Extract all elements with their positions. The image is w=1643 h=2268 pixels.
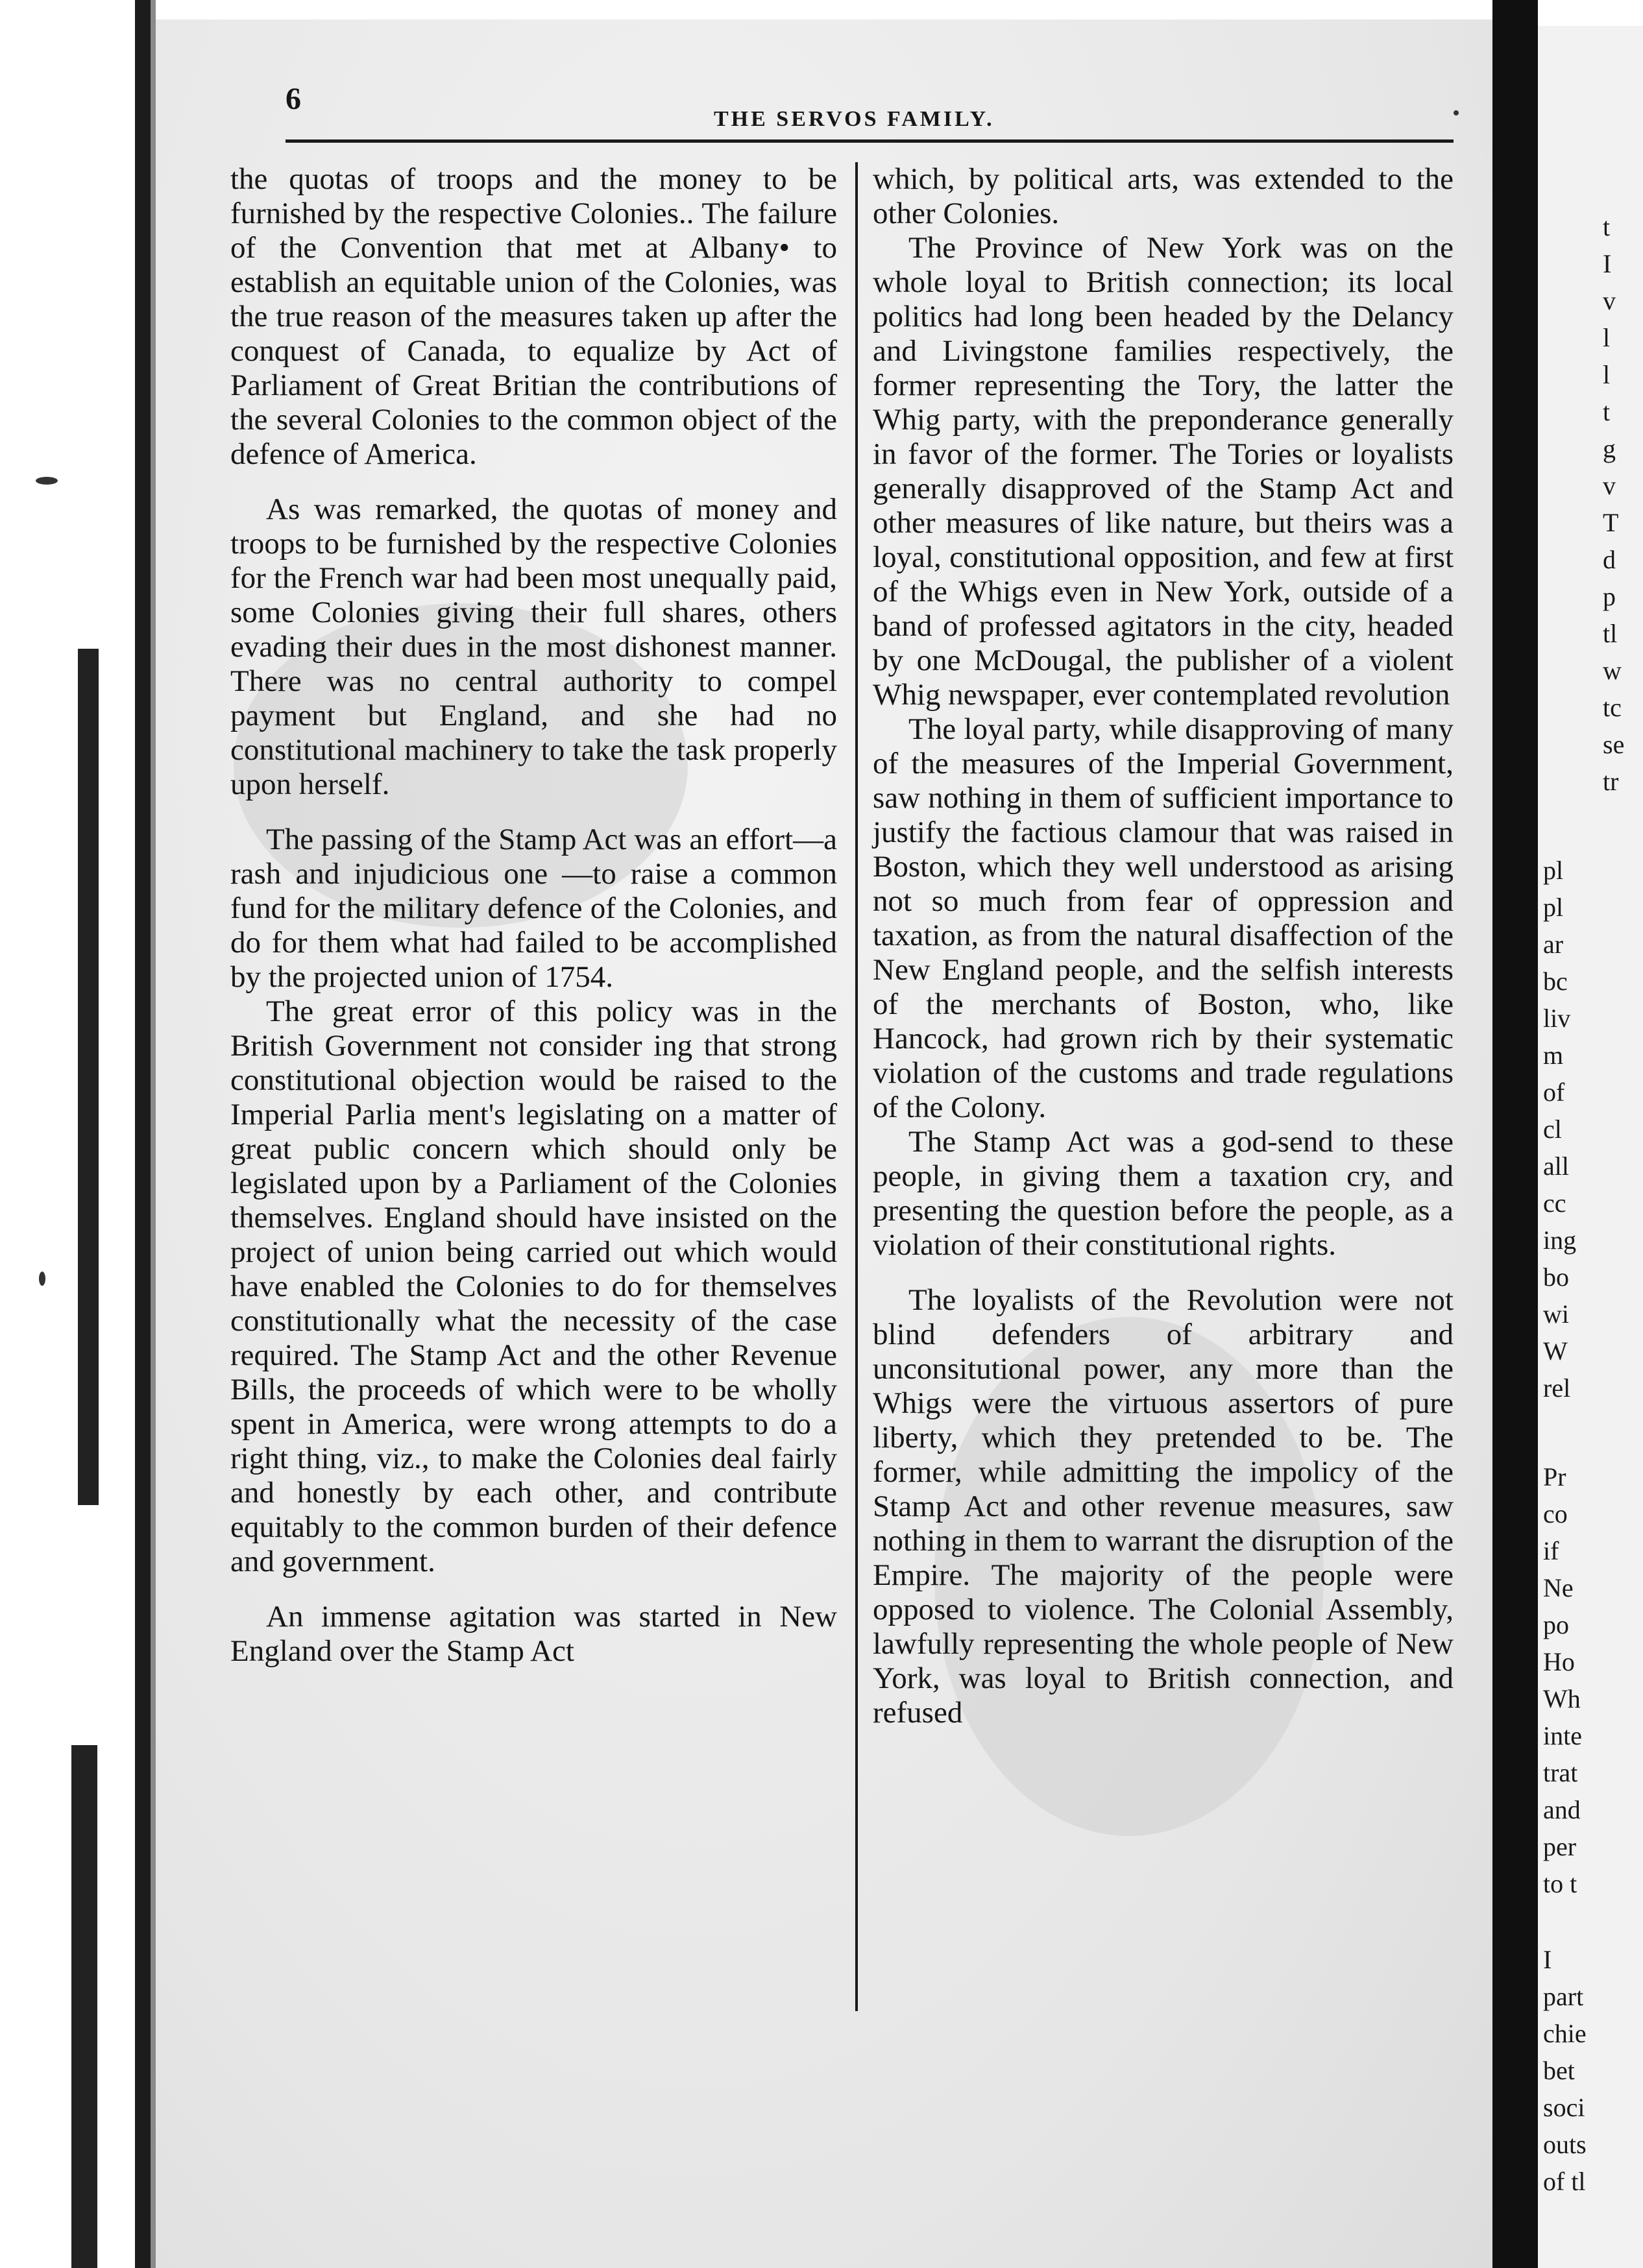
scan-speck xyxy=(36,477,58,485)
next-page-text-fragment: bet xyxy=(1543,2056,1575,2085)
next-page-text-fragment: cl xyxy=(1543,1115,1562,1144)
next-page-text-fragment: rel xyxy=(1543,1373,1571,1403)
next-page-text-fragment: l xyxy=(1603,360,1611,389)
next-page-text-fragment: T xyxy=(1603,508,1619,537)
next-page-text-fragment: tr xyxy=(1603,767,1619,796)
next-page-text-fragment: po xyxy=(1543,1610,1569,1639)
next-page-text-fragment: all xyxy=(1543,1152,1569,1181)
paragraph: The great error of this policy was in the British Government not consider ing that strong constitutional objection would be raised to the Imperial Parlia ment's legislating on a matter of great public concern which should only be legislated upon by a Parliament of the Colonies themselves. England should have insisted on the project of union being carried out which would have enabled the Colonies to do for themselves constitutionally what the necessity of the case required. The Stamp Act and the other Revenue Bills, the proceeds of which were to be wholly spent in America, were wrong attempts to do a right thing, viz., to make the Colonies deal fairly and honestly by each other, and contribute equitably to the common burden of their defence and government. xyxy=(230,995,837,1578)
next-page-text-fragment: cc xyxy=(1543,1188,1566,1218)
next-page-text-fragment: Ne xyxy=(1543,1573,1574,1602)
next-page-edge xyxy=(1538,26,1643,2268)
page-number: 6 xyxy=(286,82,301,116)
paragraph: An immense agitation was started in New England over the Stamp Act xyxy=(230,1600,837,1668)
scan-edge-shadow xyxy=(78,649,99,1505)
next-page-text-fragment: if xyxy=(1543,1536,1559,1565)
next-page-text-fragment: se xyxy=(1603,730,1625,759)
next-page-text-fragment: tl xyxy=(1603,619,1618,648)
next-page-text-fragment: W xyxy=(1543,1336,1568,1366)
next-page-text-fragment: d xyxy=(1603,545,1616,574)
next-page-text-fragment: I xyxy=(1603,249,1612,278)
next-page-text-fragment: to t xyxy=(1543,1869,1577,1898)
next-page-text-fragment: trat xyxy=(1543,1758,1578,1787)
next-page-text-fragment: ing xyxy=(1543,1225,1577,1255)
next-page-text-fragment: v xyxy=(1603,471,1616,500)
next-page-text-fragment: wi xyxy=(1543,1299,1569,1329)
next-page-text-fragment: chie xyxy=(1543,2019,1587,2048)
next-page-text-fragment: per xyxy=(1543,1832,1577,1861)
paragraph: As was remarked, the quotas of money and troops to be furnished by the respective Colonies for the French war had been most unequally paid, some Colonies giving their full shares, others evading their dues in the most dishonest manner. There was no central authority to compel payment but England, and she had no constitutional machinery to take the task properly upon herself. xyxy=(230,492,837,801)
paragraph: the quotas of troops and the money to be furnished by the respective Colonies.. The failure of the Convention that met at Albany• to establish an equitable union of the Colonies, was the true reason of the measures taken up after the conquest of Canada, to equalize by Act of Parliament of Great Britian the contributions of the several Colonies to the common object of the defence of America. xyxy=(230,162,837,471)
next-page-text-fragment: liv xyxy=(1543,1004,1571,1033)
next-page-text-fragment: co xyxy=(1543,1499,1568,1528)
next-page-text-fragment: l xyxy=(1603,323,1611,352)
next-page-text-fragment: bc xyxy=(1543,967,1568,996)
next-page-text-fragment: t xyxy=(1603,212,1611,241)
next-page-text-fragment: t xyxy=(1603,397,1611,426)
next-page-text-fragment: pl xyxy=(1543,893,1564,922)
next-page-text-fragment: ar xyxy=(1543,930,1564,959)
paragraph: The loyal party, while disapproving of many of the measures of the Imperial Government, saw nothing in them of sufficient importance to justify the factious clamour that was raised in Boston, which they well understood as arising not so much from fear of oppression and taxation, as from the natural disaffection of the New England people, and the selfish interests of the merchants of Boston, who, like Hancock, had grown rich by their systematic violation of the customs and trade regulations of the Colony. xyxy=(873,712,1454,1124)
next-page-text-fragment: m xyxy=(1543,1041,1564,1070)
next-page-text-fragment: pl xyxy=(1543,856,1564,885)
paragraph: The loyalists of the Revolution were not blind defenders of arbitrary and unconsitutional power, any more than the Whigs were the virtuous assertors of pure liberty, which they pretended to be. The former, while admitting the impolicy of the Stamp Act and other revenue measures, saw nothing in them to warrant the disruption of the Empire. The majority of the people were opposed to violence. The Colonial Assembly, lawfully representing the whole people of New York, was loyal to British connection, and refused xyxy=(873,1283,1454,1730)
book-gutter xyxy=(1492,0,1538,2268)
left-column xyxy=(230,162,837,1669)
next-page-text-fragment: I xyxy=(1543,1945,1552,1974)
next-page-text-fragment: bo xyxy=(1543,1262,1569,1292)
next-page-text-fragment: of tl xyxy=(1543,2167,1586,2196)
next-page-text-fragment: outs xyxy=(1543,2130,1587,2159)
scan-speck xyxy=(39,1272,45,1286)
next-page-text-fragment: inte xyxy=(1543,1721,1582,1750)
right-column xyxy=(873,162,1454,1730)
next-page-text-fragment: part xyxy=(1543,1982,1584,2011)
next-page-text-fragment: soci xyxy=(1543,2093,1585,2122)
paragraph: which, by political arts, was extended to the other Colonies. xyxy=(873,162,1454,230)
paragraph: The Stamp Act was a god-send to these people, in giving them a taxation cry, and presenting the question before the people, as a violation of their constitutional rights. xyxy=(873,1125,1454,1262)
next-page-text-fragment: p xyxy=(1603,582,1616,611)
paragraph: The Province of New York was on the whole loyal to British connection; its local politics had long been headed by the Delancy and Livingstone families respectively, the former representing the Tory, the latter the Whig party, with the preponderance generally in favor of the former. The Tories or loyalists generally disapproved of the Stamp Act and other measures of like nature, but theirs was a loyal, constitutional opposition, and few at first of the Whigs even in New York, outside of a band of professed agitators in the city, headed by one McDougal, the publisher of a violent Whig newspaper, ever contemplated revolution xyxy=(873,231,1454,712)
next-page-text-fragment: tc xyxy=(1603,693,1622,722)
scan-edge-shadow-lower xyxy=(71,1745,97,2268)
column-divider xyxy=(855,162,858,2011)
next-page-text-fragment: v xyxy=(1603,286,1616,315)
scan-speck xyxy=(1454,110,1459,115)
page-binding-edge xyxy=(135,0,151,2268)
next-page-text-fragment: g xyxy=(1603,434,1616,463)
next-page-text-fragment: w xyxy=(1603,656,1622,685)
next-page-text-fragment: Pr xyxy=(1543,1462,1566,1491)
header-rule xyxy=(286,139,1454,143)
running-head: THE SERVOS FAMILY. xyxy=(714,107,995,131)
next-page-text-fragment: of xyxy=(1543,1078,1565,1107)
next-page-text-fragment: Ho xyxy=(1543,1647,1575,1676)
next-page-text-fragment: Wh xyxy=(1543,1684,1581,1713)
page-binding-shadow xyxy=(151,0,156,2268)
paragraph: The passing of the Stamp Act was an effort—a rash and injudicious one —to raise a common fund for the military defence of the Colonies, and do for them what had failed to be accomplished by the projected union of 1754. xyxy=(230,823,837,994)
next-page-text-fragment: and xyxy=(1543,1795,1581,1824)
